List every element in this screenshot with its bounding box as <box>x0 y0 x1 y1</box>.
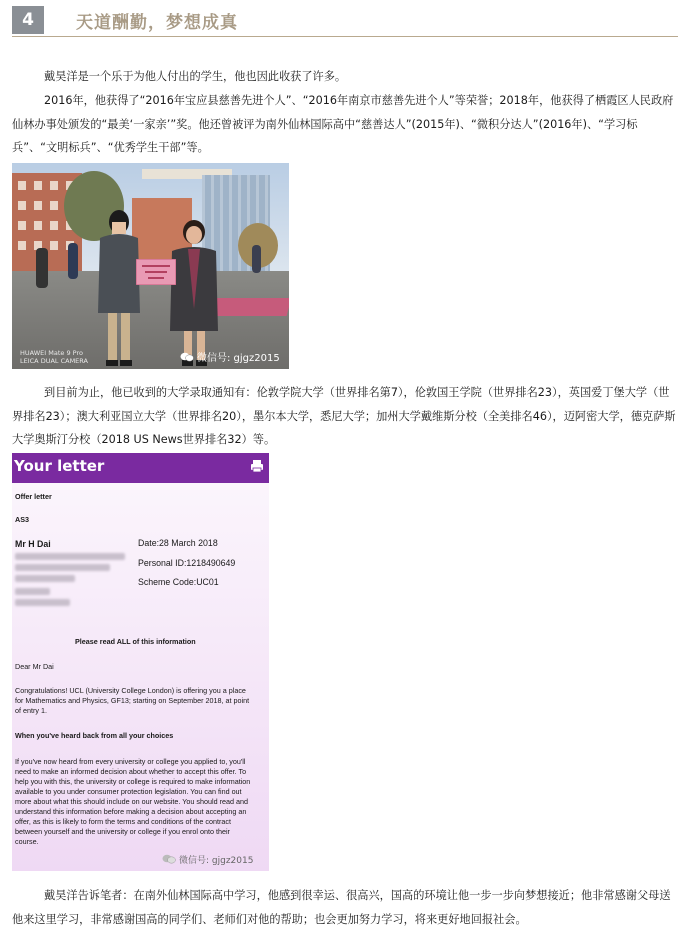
wechat-icon <box>162 854 176 864</box>
redacted-address <box>15 575 75 582</box>
photo-watermark <box>180 349 280 364</box>
letter-body-line: available to you under consumer protection legislation. You can find out <box>15 787 242 796</box>
photo-certificate <box>136 259 176 285</box>
letter-greeting: Dear Mr Dai <box>15 662 54 671</box>
letter-personal-id: Personal ID:1218490649 <box>138 558 236 568</box>
letter-body-line: If you've now heard from every university or college you applied to, you'll <box>15 757 246 766</box>
photo-person-presenter <box>168 219 220 369</box>
photo-watermark-text: 微信号: gjgz2015 <box>197 353 280 364</box>
letter-offer-label: Offer letter <box>15 492 52 501</box>
camera-caption-line2: LEICA DUAL CAMERA <box>20 357 88 365</box>
letter-choices-heading: When you've heard back from all your choices <box>15 731 174 740</box>
letter-watermark <box>162 853 253 866</box>
letter-header-bar <box>12 453 269 483</box>
wechat-icon <box>180 352 194 362</box>
letter-congrats-line: Congratulations! UCL (University College London) is offering you a place <box>15 686 246 695</box>
section-title: 天道酬勤，梦想成真 <box>76 13 238 33</box>
letter-watermark-text: 微信号: gjgz2015 <box>179 856 254 866</box>
letter-body-line: between yourself and the university or college if you enrol onto their <box>15 827 230 836</box>
section-header <box>12 6 678 37</box>
section-number-badge: 4 <box>12 6 44 34</box>
photo-pingpong-table <box>210 298 289 316</box>
paragraph-intro: 戴昊洋是一个乐于为他人付出的学生，他也因此收获了许多。 <box>44 70 347 83</box>
redacted-address <box>15 588 50 595</box>
letter-body <box>12 483 269 871</box>
redacted-address <box>15 553 125 560</box>
letter-body-line: understand this information before making a decision about accepting an <box>15 807 247 816</box>
letter-code-ref: AS3 <box>15 515 29 524</box>
letter-congrats-line: for Mathematics and Physics, GF13; starting on September 2018, at point <box>15 696 250 705</box>
photo-camera-caption <box>20 349 88 365</box>
letter-read-notice: Please read ALL of this information <box>75 637 196 646</box>
photo-person-student <box>94 208 144 368</box>
letter-body-line: more about what this should include on our website. You should read and <box>15 797 248 806</box>
letter-recipient: Mr H Dai <box>15 539 51 549</box>
paragraph-honors: 2016年，他获得了“2016年宝应县慈善先进个人”、“2016年南京市慈善先进个人”等荣誉；2018年，他获得了栖霞区人民政府仙林办事处颁发的“最美‘一家亲’”奖。他还曾被评为南外仙林国际高中“慈善达人”(2015年)、“微积分达人”(2016年)、“学习标兵”、“文明标兵”、“优秀学生干部”等。 <box>12 94 674 154</box>
paragraph-closing: 戴昊洋告诉笔者：在南外仙林国际高中学习，他感到很幸运、很高兴，国高的环境让他一步一步向梦想接近；他非常感谢父母送他来这里学习，非常感谢国高的同学们、老师们对他的帮助；也会更加努力学习，将来更好地回报社会。 <box>12 889 671 926</box>
redacted-address <box>15 599 70 606</box>
redacted-address <box>15 564 110 571</box>
printer-icon[interactable] <box>250 459 264 473</box>
paragraph-admissions: 到目前为止，他已收到的大学录取通知有：伦敦学院大学（世界排名第7），伦敦国王学院（世界排名23），英国爱丁堡大学（世界排名23）；澳大利亚国立大学（世界排名20），墨尔本大学，悉尼大学；加州大学戴维斯分校（全美排名46），迈阿密大学，德克萨斯大学奥斯汀分校（2018 US News世界排名32）等。 <box>12 386 676 446</box>
letter-body-line: need to make an informed decision about whether to accept this offer. To <box>15 767 247 776</box>
letter-body-line: offer, as this is likely to form the terms and conditions of the contract <box>15 817 231 826</box>
letter-header-title: Your letter <box>14 457 105 475</box>
photo-background-person <box>252 245 261 273</box>
letter-congrats-line: of entry 1. <box>15 706 47 715</box>
photo-background-person <box>36 248 48 288</box>
camera-caption-line1: HUAWEI Mate 9 Pro <box>20 349 83 357</box>
photo-background-person <box>68 243 78 279</box>
letter-scheme-code: Scheme Code:UC01 <box>138 577 219 587</box>
letter-body-line: course. <box>15 837 39 846</box>
letter-date: Date:28 March 2018 <box>138 538 218 548</box>
offer-letter-screenshot <box>12 453 269 871</box>
letter-body-line: help you with this, the university or college is required to make information <box>15 777 251 786</box>
award-photo <box>12 163 289 369</box>
